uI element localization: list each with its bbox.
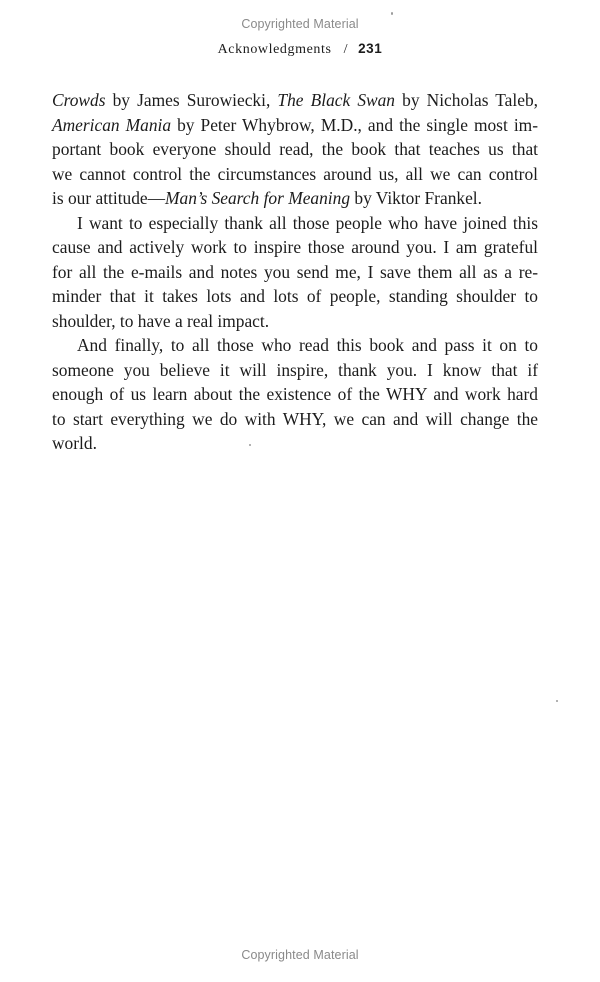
text-line [52,431,538,456]
text-run: shoulder, to have a real impact. [52,310,270,331]
text-run: enough of us learn about the existence of the WHY and work hard [52,384,538,404]
text-run: we cannot control the circumstances around us, all we can control [52,163,538,184]
text-line [52,186,538,211]
scan-speck [249,444,251,446]
body-text [52,88,538,456]
section-title: Acknowledgments [217,42,332,57]
italic-title: The Black Swan [277,90,396,110]
scan-speck [391,12,393,15]
paragraph-3 [52,333,538,456]
text-line [52,309,538,334]
text-run: someone you believe it will inspire, thank you. I know that if [52,359,538,380]
italic-title: American Mania [52,114,172,135]
italic-title: Man’s Search for Meaning [165,188,351,208]
text-run: to start everything we do with WHY, we can and will change the [52,408,538,429]
text-line [52,284,538,309]
scan-speck [556,700,558,702]
italic-title: Crowds [52,90,106,110]
text-line [52,382,538,407]
text-line [52,358,538,383]
text-run: minder that it takes lots and lots of people, standing shoulder to [52,286,538,306]
running-header [0,41,600,58]
text-run: I want to especially thank all those people who have joined this [77,212,538,233]
page-number: 231 [358,41,383,56]
text-run: world. [52,433,97,453]
text-run: by James Surowiecki, [105,90,278,110]
text-run: by Nicholas Taleb, [395,90,538,110]
text-run: is our attitude— [52,188,166,208]
text-run: by Viktor Frankel. [350,188,482,208]
copyright-watermark-bottom: Copyrighted Material [241,948,359,962]
text-line [52,260,538,285]
text-line [52,235,538,260]
text-run: cause and actively work to inspire those around you. I am grateful [52,237,538,257]
text-line [52,162,538,187]
text-line [52,211,538,236]
header-separator: / [343,42,349,57]
text-line [52,407,538,432]
paragraph-1 [52,88,538,211]
text-run: portant book everyone should read, the book that teaches us that [52,139,538,159]
paragraph-2 [52,211,538,334]
text-line [52,113,538,138]
text-run: for all the e-mails and notes you send me, I save them all as a re- [52,261,538,282]
text-run: by Peter Whybrow, M.D., and the single most im- [171,114,538,135]
text-line [52,333,538,358]
copyright-watermark-top: Copyrighted Material [241,17,359,31]
text-run: And finally, to all those who read this book and pass it on to [77,335,538,355]
text-line [52,137,538,162]
text-line [52,88,538,113]
